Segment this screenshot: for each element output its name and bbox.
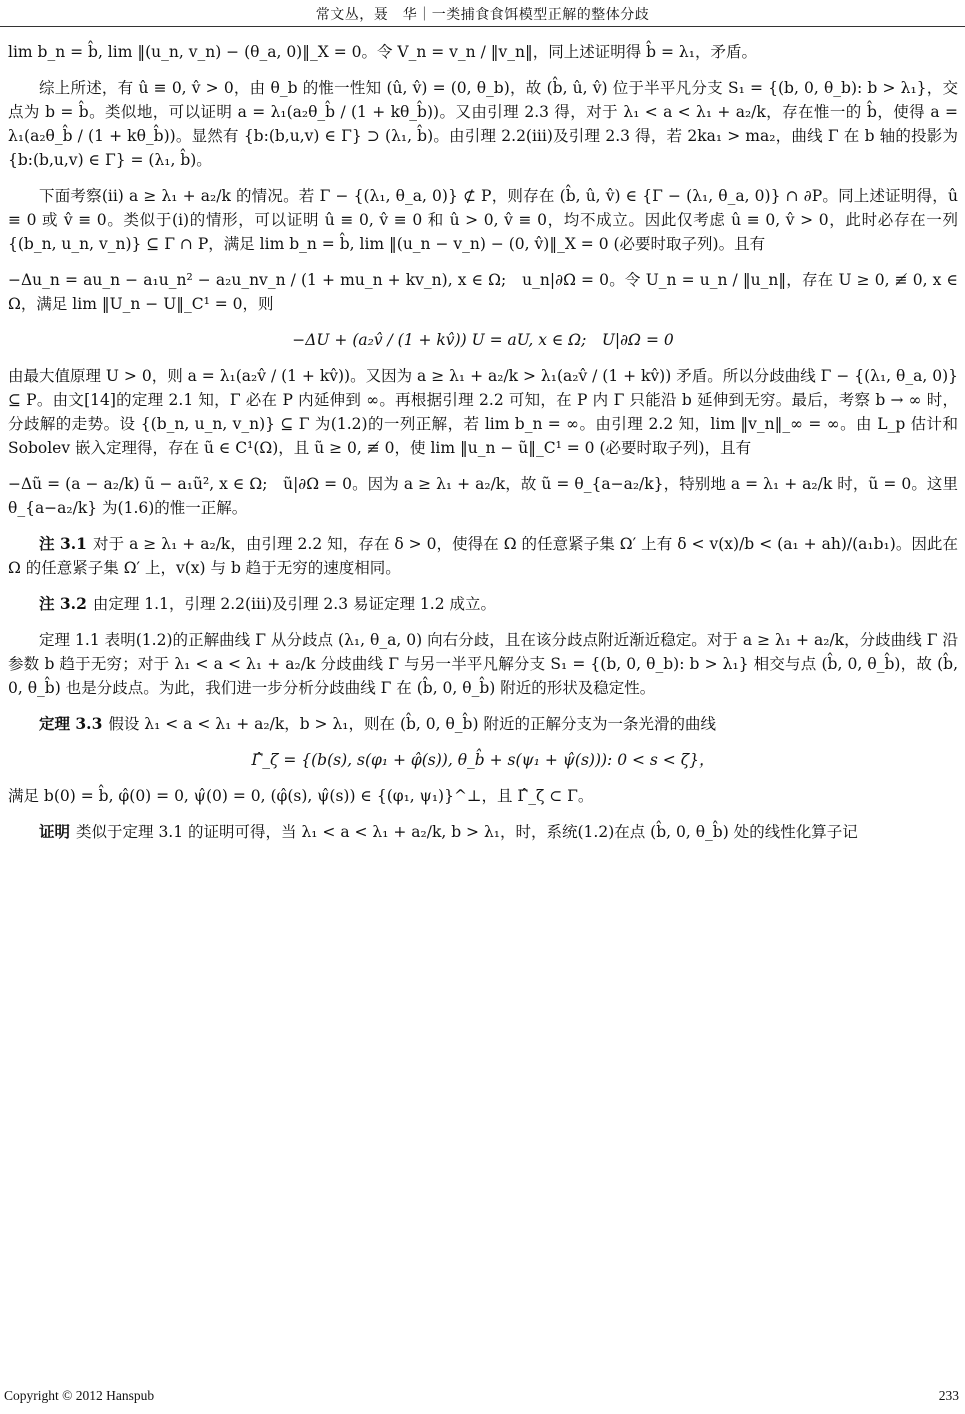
page-number: 233 (938, 1388, 959, 1403)
header-divider (0, 26, 965, 27)
note-3-1-label: 注 3.1 (39, 534, 87, 554)
equation-un: −Δu_n = au_n − a₁u_n² − a₂u_nv_n / (1 + mu_n + kv_n), x ∈ Ω; u_n|∂Ω = 0。令 U_n = u_n / ‖u_n‖，存在 U ≥ 0, ≢ 0, x ∈ Ω，满足 lim ‖U_n − U‖_C¹ = 0，则 (8, 271, 958, 314)
paragraph-theorem-1-1-discussion: 定理 1.1 表明(1.2)的正解曲线 Γ 从分歧点 (λ₁, θ_a, 0) 向右分歧，且在该分歧点附近渐近稳定。对于 a ≥ λ₁ + a₂/k，分歧曲线 Γ 沿参数 b 趋于无穷；对于 λ₁ < a < λ₁ + a₂/k 分歧曲线 Γ 与另一半平凡解分支 S₁ = {(b, 0, θ_b): b > λ₁} 相交与点 (b̂, 0, θ_b̂)，故 (b̂, 0, θ_b̂) 也是分歧点。为此，我们进一步分析分歧曲线 Γ 在 (b̂, 0, θ_b̂) 附近的形状及稳定性。 (8, 631, 958, 698)
note-3-2-text: 由定理 1.1，引理 2.2(iii)及引理 2.3 易证定理 1.2 成立。 (92, 595, 497, 614)
paragraph-u-tilde: −Δũ = (a − a₂/k) ũ − a₁ũ², x ∈ Ω; ũ|∂Ω = 0。因为 a ≥ λ₁ + a₂/k，故 ũ = θ_{a−a₂/k}，特别地 a = λ₁ + a₂/k 时，ũ = 0。这里 θ_{a−a₂/k} 为(1.6)的惟一正解。 (8, 475, 958, 518)
copyright-notice: Copyright © 2012 Hanspub (4, 1388, 155, 1403)
note-3-1-text: 对于 a ≥ λ₁ + a₂/k，由引理 2.2 知，存在 δ > 0，使得在 Ω 的任意紧子集 Ω′ 上有 δ < v(x)/b < (a₁ + ah)/(a₁b₁)。因此在 Ω 的任意紧子集 Ω′ 上，v(x) 与 b 趋于无穷的速度相同。 (8, 535, 958, 578)
theorem-3-3-label: 定理 3.3 (39, 714, 103, 734)
note-3-2 (8, 592, 958, 616)
equation-gamma-hat: Γ̂_ζ = {(b(s), s(φ₁ + φ̂(s)), θ_b̂ + s(ψ₁ + ψ̂(s))): 0 < s < ζ}， (251, 751, 715, 770)
theorem-3-3 (8, 712, 958, 736)
note-3-1 (8, 532, 958, 580)
paragraph-conditions: 满足 b(0) = b̂, φ̂(0) = 0, ψ̂(0) = 0, (φ̂(s), ψ̂(s)) ∈ {(φ₁, ψ₁)}^⊥，且 Γ̂_ζ ⊂ Γ。 (8, 787, 594, 806)
paragraph-limit-result: lim b_n = b̂, lim ‖(u_n, v_n) − (θ_a, 0)‖_X = 0。令 V_n = v_n / ‖v_n‖，同上述证明得 b̂ = λ₁，矛盾。 (8, 43, 757, 61)
equation-u-limit: −ΔU + (a₂v̂ / (1 + kv̂)) U = aU, x ∈ Ω; U|∂Ω = 0 (292, 331, 674, 350)
note-3-2-label: 注 3.2 (39, 594, 87, 614)
paragraph-summary: 综上所述，有 û ≡ 0, v̂ > 0，由 θ_b 的惟一性知 (û, v̂) = (0, θ_b)，故 (b̂, û, v̂) 位于半平凡分支 S₁ = {(b, 0, θ_b): b > λ₁}，交点为 b = b̂。类似地，可以证明 a = λ₁(a₂θ_b̂ / (1 + kθ_b̂))。又由引理 2.3 得，对于 λ₁ < a < λ₁ + a₂/k，存在惟一的 b̂，使得 a = λ₁(a₂θ_b̂ / (1 + kθ_b̂))。显然有 {b:(b,u,v) ∈ Γ} ⊃ (λ₁, b̂)。由引理 2.2(iii)及引理 2.3 得，若 2ka₁ > ma₂，曲线 Γ 在 b 轴的投影为 {b:(b,u,v) ∈ Γ} = (λ₁, b̂)。 (8, 79, 958, 170)
proof-text: 类似于定理 3.1 的证明可得，当 λ₁ < a < λ₁ + a₂/k, b > λ₁，时，系统(1.2)在点 (b̂, 0, θ_b̂) 处的线性化算子记 (76, 823, 858, 842)
paragraph-case-ii: 下面考察(ii) a ≥ λ₁ + a₂/k 的情况。若 Γ − {(λ₁, θ_a, 0)} ⊄ P，则存在 (b̂, û, v̂) ∈ {Γ − (λ₁, θ_a, 0)} ∩ ∂P。同上述证明得，û ≡ 0 或 v̂ ≡ 0。类似于(i)的情形，可以证明 û ≡ 0, v̂ ≡ 0 和 û > 0, v̂ ≡ 0，均不成立。因此仅考虑 û ≡ 0, v̂ > 0，此时必存在一列 {(b_n, u_n, v_n)} ⊆ Γ ∩ P，满足 lim b_n = b̂, lim ‖(u_n − v_n) − (0, v̂)‖_X = 0 (必要时取子列)。且有 (8, 187, 958, 254)
theorem-3-3-text: 假设 λ₁ < a < λ₁ + a₂/k，b > λ₁，则在 (b̂, 0, θ_b̂) 附近的正解分支为一条光滑的曲线 (108, 715, 716, 734)
running-header: 常文丛，聂 华｜一类捕食食饵模型正解的整体分歧 (315, 7, 650, 23)
page-body (8, 40, 958, 856)
proof-label: 证明 (39, 822, 71, 842)
proof (8, 820, 958, 844)
paragraph-max-principle: 由最大值原理 U > 0，则 a = λ₁(a₂v̂ / (1 + kv̂))。又因为 a ≥ λ₁ + a₂/k > λ₁(a₂v̂ / (1 + kv̂)) 矛盾。所以分歧曲线 Γ − {(λ₁, θ_a, 0)} ⊆ P。由文[14]的定理 2.1 知，Γ 必在 P 内延伸到 ∞。再根据引理 2.2 可知，在 P 内 Γ 只能沿 b 延伸到无穷。最后，考察 b → ∞ 时，分歧解的走势。设 {(b_n, u_n, v_n)} ⊆ Γ 为(1.2)的一列正解，若 lim b_n = ∞。由引理 2.2 知，lim ‖v_n‖_∞ = ∞。由 L_p 估计和 Sobolev 嵌入定理得，存在 ũ ∈ C¹(Ω)，且 ũ ≥ 0, ≢ 0，使 lim ‖u_n − ũ‖_C¹ = 0 (必要时取子列)，且有 (8, 367, 958, 458)
